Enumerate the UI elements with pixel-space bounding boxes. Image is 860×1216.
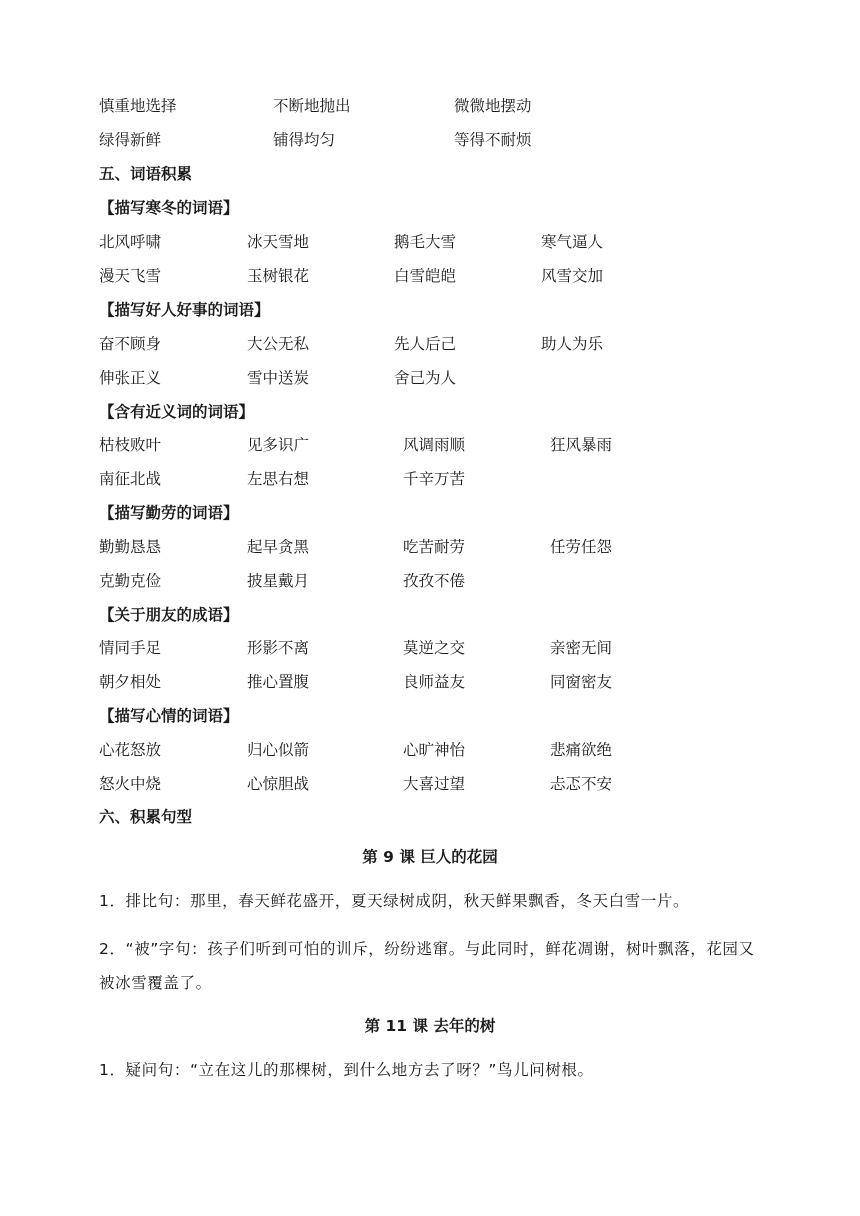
word-item: 北风呼啸 [99,233,162,251]
word-item: 南征北战 [99,470,162,488]
word-item: 孜孜不倦 [403,572,466,590]
word-item: 同窗密友 [550,673,613,691]
word-item: 见多识广 [247,436,310,454]
section-title: 六、积累句型 [99,808,193,826]
word-item: 助人为乐 [541,335,604,353]
word-item: 白雪皑皑 [394,267,457,285]
word-item: 披星戴月 [247,572,310,590]
sentence: 2．“被”字句：孩子们听到可怕的训斥，纷纷逃窜。与此同时，鲜花凋谢，树叶飘落，花园又被冰雪覆盖了。 [99,940,755,992]
word-item: 克勤克俭 [99,572,162,590]
lesson-title: 第 9 课 巨人的花园 [362,848,498,866]
group-heading: 【描写心情的词语】 [99,707,239,725]
word-item: 推心置腹 [247,673,310,691]
word-item: 悲痛欲绝 [550,741,613,759]
phrase-item: 微微地摆动 [454,97,532,115]
word-item: 勤勤恳恳 [99,538,162,556]
word-item: 朝夕相处 [99,673,162,691]
group-heading: 【含有近义词的词语】 [99,403,255,421]
lesson-title: 第 11 课 去年的树 [364,1017,496,1035]
word-item: 雪中送炭 [247,369,310,387]
word-item: 大喜过望 [403,775,466,793]
section-title: 五、词语积累 [99,165,193,183]
word-item: 情同手足 [99,639,162,657]
word-item: 形影不离 [247,639,310,657]
group-heading: 【描写勤劳的词语】 [99,504,239,522]
group-heading: 【描写寒冬的词语】 [99,199,239,217]
word-item: 寒气逼人 [541,233,604,251]
group-heading: 【关于朋友的成语】 [99,606,239,624]
word-item: 漫天飞雪 [99,267,162,285]
phrase-item: 等得不耐烦 [454,131,532,149]
word-item: 舍己为人 [394,369,457,387]
word-item: 枯枝败叶 [99,436,162,454]
word-item: 左思右想 [247,470,310,488]
word-item: 归心似箭 [247,741,310,759]
word-item: 任劳任怨 [550,538,613,556]
word-item: 良师益友 [403,673,466,691]
word-item: 玉树银花 [247,267,310,285]
word-item: 风调雨顺 [403,436,466,454]
word-item: 心花怒放 [99,741,162,759]
word-item: 狂风暴雨 [550,436,613,454]
word-item: 怒火中烧 [99,775,162,793]
phrase-item: 绿得新鲜 [99,131,162,149]
phrase-item: 慎重地选择 [99,97,177,115]
sentence: 1．排比句：那里，春天鲜花盛开，夏天绿树成阴，秋天鲜果飘香，冬天白雪一片。 [99,892,690,910]
word-item: 先人后己 [394,335,457,353]
word-item: 吃苦耐劳 [403,538,466,556]
word-item: 大公无私 [247,335,310,353]
word-item: 心惊胆战 [247,775,310,793]
word-item: 风雪交加 [541,267,604,285]
word-item: 奋不顾身 [99,335,162,353]
word-item: 莫逆之交 [403,639,466,657]
word-item: 鹅毛大雪 [394,233,457,251]
word-item: 伸张正义 [99,369,162,387]
word-item: 心旷神怡 [403,741,466,759]
phrase-item: 铺得均匀 [273,131,336,149]
phrase-item: 不断地抛出 [273,97,351,115]
group-heading: 【描写好人好事的词语】 [99,301,270,319]
word-item: 起早贪黑 [247,538,310,556]
word-item: 忐忑不安 [550,775,613,793]
sentence: 1．疑问句：“立在这儿的那棵树，到什么地方去了呀？”鸟儿问树根。 [99,1061,594,1079]
word-item: 千辛万苦 [403,470,466,488]
word-item: 亲密无间 [550,639,613,657]
word-item: 冰天雪地 [247,233,310,251]
